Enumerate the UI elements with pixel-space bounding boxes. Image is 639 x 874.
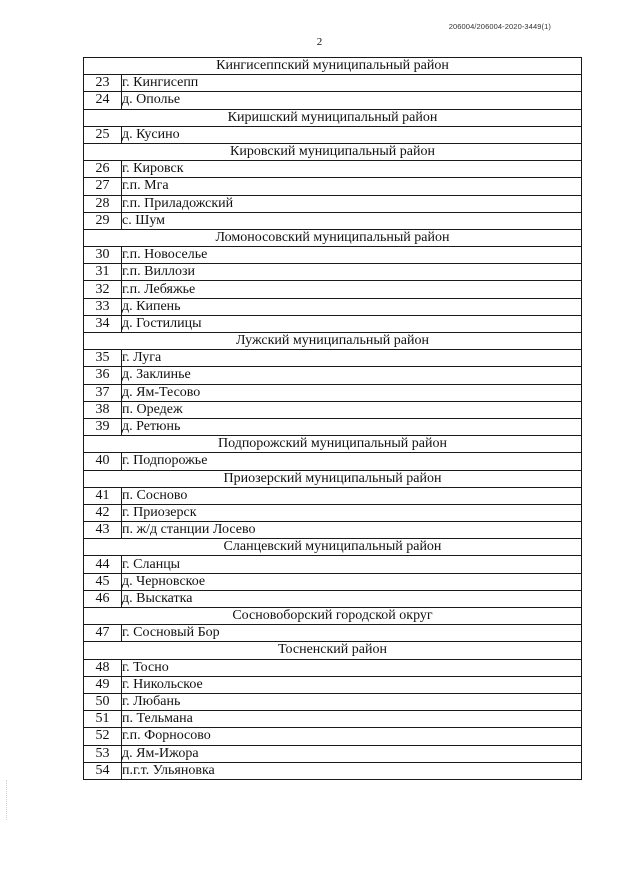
row-number: 49 — [84, 676, 122, 693]
row-number: 45 — [84, 573, 122, 590]
row-number: 24 — [84, 92, 122, 109]
section-title: Ломоносовский муниципальный район — [84, 229, 582, 246]
section-title: Лужский муниципальный район — [84, 333, 582, 350]
settlement-name: п. Тельмана — [122, 711, 582, 728]
row-number: 52 — [84, 728, 122, 745]
settlement-name: г.п. Новоселье — [122, 247, 582, 264]
section-title: Приозерский муниципальный район — [84, 470, 582, 487]
row-number: 35 — [84, 350, 122, 367]
table-row — [84, 504, 582, 521]
table-row — [84, 315, 582, 332]
row-number: 23 — [84, 75, 122, 92]
table-row — [84, 573, 582, 590]
settlement-name: г.п. Мга — [122, 178, 582, 195]
table-row — [84, 367, 582, 384]
row-number: 38 — [84, 401, 122, 418]
section-header-row — [84, 58, 582, 75]
section-title: Кингисеппский муниципальный район — [84, 58, 582, 75]
settlement-name: д. Выскатка — [122, 590, 582, 607]
settlement-name: г. Приозерск — [122, 504, 582, 521]
row-number: 43 — [84, 522, 122, 539]
settlement-name: г. Сосновый Бор — [122, 625, 582, 642]
settlement-name: г.п. Форносово — [122, 728, 582, 745]
row-number: 32 — [84, 281, 122, 298]
settlement-name: г. Сланцы — [122, 556, 582, 573]
section-title: Сланцевский муниципальный район — [84, 539, 582, 556]
section-header-row — [84, 436, 582, 453]
row-number: 48 — [84, 659, 122, 676]
page-number: 2 — [316, 36, 323, 48]
table-row — [84, 745, 582, 762]
table-row — [84, 728, 582, 745]
settlement-name: г.п. Лебяжье — [122, 281, 582, 298]
row-number: 47 — [84, 625, 122, 642]
row-number: 50 — [84, 693, 122, 710]
table-row — [84, 762, 582, 779]
section-header-row — [84, 333, 582, 350]
settlement-name: д. Кипень — [122, 298, 582, 315]
row-number: 37 — [84, 384, 122, 401]
table-row — [84, 693, 582, 710]
settlement-name: п.г.т. Ульяновка — [122, 762, 582, 779]
table-row — [84, 298, 582, 315]
row-number: 30 — [84, 247, 122, 264]
table-row — [84, 453, 582, 470]
table-row — [84, 178, 582, 195]
section-title: Киришский муниципальный район — [84, 109, 582, 126]
section-title: Подпорожский муниципальный район — [84, 436, 582, 453]
table-row — [84, 75, 582, 92]
settlement-name: г. Любань — [122, 693, 582, 710]
table-row — [84, 264, 582, 281]
settlement-name: г. Подпорожье — [122, 453, 582, 470]
settlement-name: д. Кусино — [122, 126, 582, 143]
table-row — [84, 711, 582, 728]
section-header-row — [84, 229, 582, 246]
table-row — [84, 384, 582, 401]
settlement-name: г.п. Приладожский — [122, 195, 582, 212]
section-header-row — [84, 470, 582, 487]
settlement-name: п. ж/д станции Лосево — [122, 522, 582, 539]
table-row — [84, 522, 582, 539]
section-title: Кировский муниципальный район — [84, 143, 582, 160]
row-number: 54 — [84, 762, 122, 779]
section-header-row — [84, 608, 582, 625]
row-number: 53 — [84, 745, 122, 762]
row-number: 26 — [84, 161, 122, 178]
section-title: Сосновоборский городской округ — [84, 608, 582, 625]
section-header-row — [84, 642, 582, 659]
document-id: 206004/206004-2020-3449(1) — [448, 22, 551, 31]
settlement-name: д. Заклинье — [122, 367, 582, 384]
section-header-row — [84, 539, 582, 556]
settlement-name: г.п. Виллози — [122, 264, 582, 281]
row-number: 51 — [84, 711, 122, 728]
row-number: 27 — [84, 178, 122, 195]
settlement-name: г. Луга — [122, 350, 582, 367]
settlement-name: с. Шум — [122, 212, 582, 229]
table-row — [84, 659, 582, 676]
table-row — [84, 556, 582, 573]
row-number: 41 — [84, 487, 122, 504]
table-row — [84, 126, 582, 143]
settlement-name: г. Тосно — [122, 659, 582, 676]
table-row — [84, 676, 582, 693]
table-row — [84, 590, 582, 607]
row-number: 31 — [84, 264, 122, 281]
settlement-name: д. Ям-Тесово — [122, 384, 582, 401]
row-number: 29 — [84, 212, 122, 229]
table-row — [84, 195, 582, 212]
row-number: 34 — [84, 315, 122, 332]
settlement-name: г. Кировск — [122, 161, 582, 178]
section-header-row — [84, 143, 582, 160]
settlement-name: д. Ретюнь — [122, 418, 582, 435]
settlement-name: д. Ям-Ижора — [122, 745, 582, 762]
settlements-table — [83, 57, 582, 780]
table-row — [84, 401, 582, 418]
settlement-name: п. Сосново — [122, 487, 582, 504]
table-row — [84, 418, 582, 435]
section-header-row — [84, 109, 582, 126]
row-number: 39 — [84, 418, 122, 435]
table-row — [84, 212, 582, 229]
settlement-name: г. Никольское — [122, 676, 582, 693]
row-number: 42 — [84, 504, 122, 521]
table-row — [84, 92, 582, 109]
settlements-table-body — [84, 58, 582, 780]
row-number: 33 — [84, 298, 122, 315]
row-number: 36 — [84, 367, 122, 384]
table-row — [84, 161, 582, 178]
table-row — [84, 281, 582, 298]
settlement-name: п. Оредеж — [122, 401, 582, 418]
settlement-name: г. Кингисепп — [122, 75, 582, 92]
settlement-name: д. Ополье — [122, 92, 582, 109]
table-row — [84, 247, 582, 264]
section-title: Тосненский район — [84, 642, 582, 659]
row-number: 40 — [84, 453, 122, 470]
row-number: 25 — [84, 126, 122, 143]
settlement-name: д. Гостилицы — [122, 315, 582, 332]
row-number: 28 — [84, 195, 122, 212]
row-number: 46 — [84, 590, 122, 607]
table-row — [84, 625, 582, 642]
table-row — [84, 487, 582, 504]
settlement-name: д. Черновское — [122, 573, 582, 590]
row-number: 44 — [84, 556, 122, 573]
table-row — [84, 350, 582, 367]
scan-artifact — [6, 780, 9, 820]
